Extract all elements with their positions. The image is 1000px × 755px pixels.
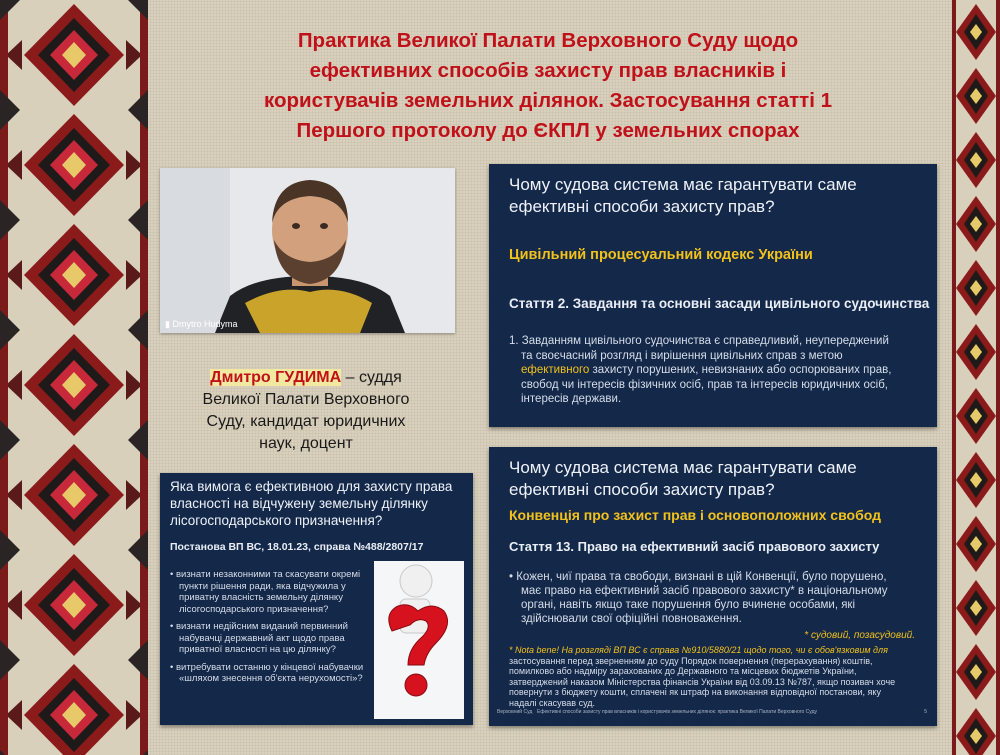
speaker-video-frame [160,168,455,333]
slide-article-heading: Стаття 13. Право на ефективний засіб правового захисту [509,539,880,554]
slide-footer-left: Верховний Суд [497,709,533,715]
slide-article-text: 1. Завданням цивільного судочинства є справедливий, неупереджений та своєчасний розгляд і вирішення цивільних справ з метою ефективного захисту порушених, невизнаних або оспорюваних прав, свобод чи інтересів фізичних осіб, прав та інтересів юридичних осіб, інтересів держави. [509,335,892,405]
speaker-bio-line: Суду, кандидат юридичних [206,413,406,430]
slide-footnote: * судовий, позасудовий. [804,630,915,641]
slide-question-list [170,569,370,685]
slide-footer-mid: Ефективні способи захисту прав власників і користувачів земельних ділянок: практика Великої Палати Верховного Суду [537,709,818,715]
speaker-bio [170,367,442,455]
title-line: Першого протоколу до ЄКПЛ у земельних спорах [296,119,800,142]
slide-article-text: • Кожен, чиї права та свободи, визнані в цій Конвенції, було порушено, має право на ефективний засіб правового захисту* в національному органі, навіть якщо таке порушення було вчинене особами, які здійснювали свої офіційні повноваження. [509,571,888,625]
list-item: • витребувати останню у кінцевої набувачки «шляхом знесення об'єкта нерухомості»? [170,661,364,684]
page-title [188,26,908,146]
title-line: ефективних способів захисту прав власників і [309,59,787,82]
question-mark-figure [374,561,464,719]
signal-bars-icon: ▮ [165,319,170,329]
slide-civil-procedure [489,164,937,427]
speaker-bio-line: наук, доцент [259,435,353,452]
slide-article-heading: Стаття 2. Завдання та основні засади цивільного судочинства [509,296,930,311]
slide-convention-heading: Конвенція про захист прав і основоположних свобод [509,507,881,523]
title-line: Практика Великої Палати Верховного Суду щодо [297,29,799,52]
embroidery-border-left [0,0,148,755]
highlight-word: ефективного [521,364,590,376]
thinking-figure-icon [374,561,464,719]
slide-effective-remedy [160,473,473,725]
speaker-bio-line: Великої Палати Верховного [202,391,410,408]
slide-decision-ref: Постанова ВП ВС, 18.01.23, справа №488/2807/17 [170,541,424,553]
speaker-photo [160,168,455,333]
slide-question: Чому судова система має гарантувати саме ефективні способи захисту прав? [509,458,857,499]
slide-question: Чому судова система має гарантувати саме ефективні способи захисту прав? [509,175,857,216]
speaker-bio-line: – суддя [345,369,402,386]
slide-code-heading: Цивільний процесуальний кодекс України [509,247,813,263]
title-line: користувачів земельних ділянок. Застосування статті 1 [263,89,832,112]
speaker-name: Дмитро ГУДИМА [210,369,342,386]
slide-note: * Nota bene! На розгляді ВП ВС є справа №910/5880/21 щодо того, чи є обов'язковим для застосування перед зверненням до суду Порядок повернення (перерахування) коштів, помилково або надміру зарахованих до Державного та місцевих бюджетів України, затверджений наказом Міністерства фінансів України від 03.09.13 №787, якщо позивач хоче повернути з бюджету кошти, сплачені як штраф на виконання відповідної постанови, яку надалі скасував суд. [509,645,896,708]
list-item: • визнати недійсним виданий первинний набувачці державний акт щодо права приватної власності на цю ділянку? [170,621,348,655]
list-item: • визнати незаконними та скасувати окремі пункти рішення ради, яка відчужила у приватну власність земельну ділянку лісогосподарського призначення? [170,569,361,615]
slide-question: Яка вимога є ефективною для захисту права власності на відчужену земельну ділянку лісогосподарського призначення? [170,479,453,528]
participant-name-label: ▮ Dmytro Hudyma [165,319,238,329]
slide-convention [489,447,937,726]
embroidery-border-right [952,0,1000,755]
slide-page-number: 5 [924,709,927,715]
